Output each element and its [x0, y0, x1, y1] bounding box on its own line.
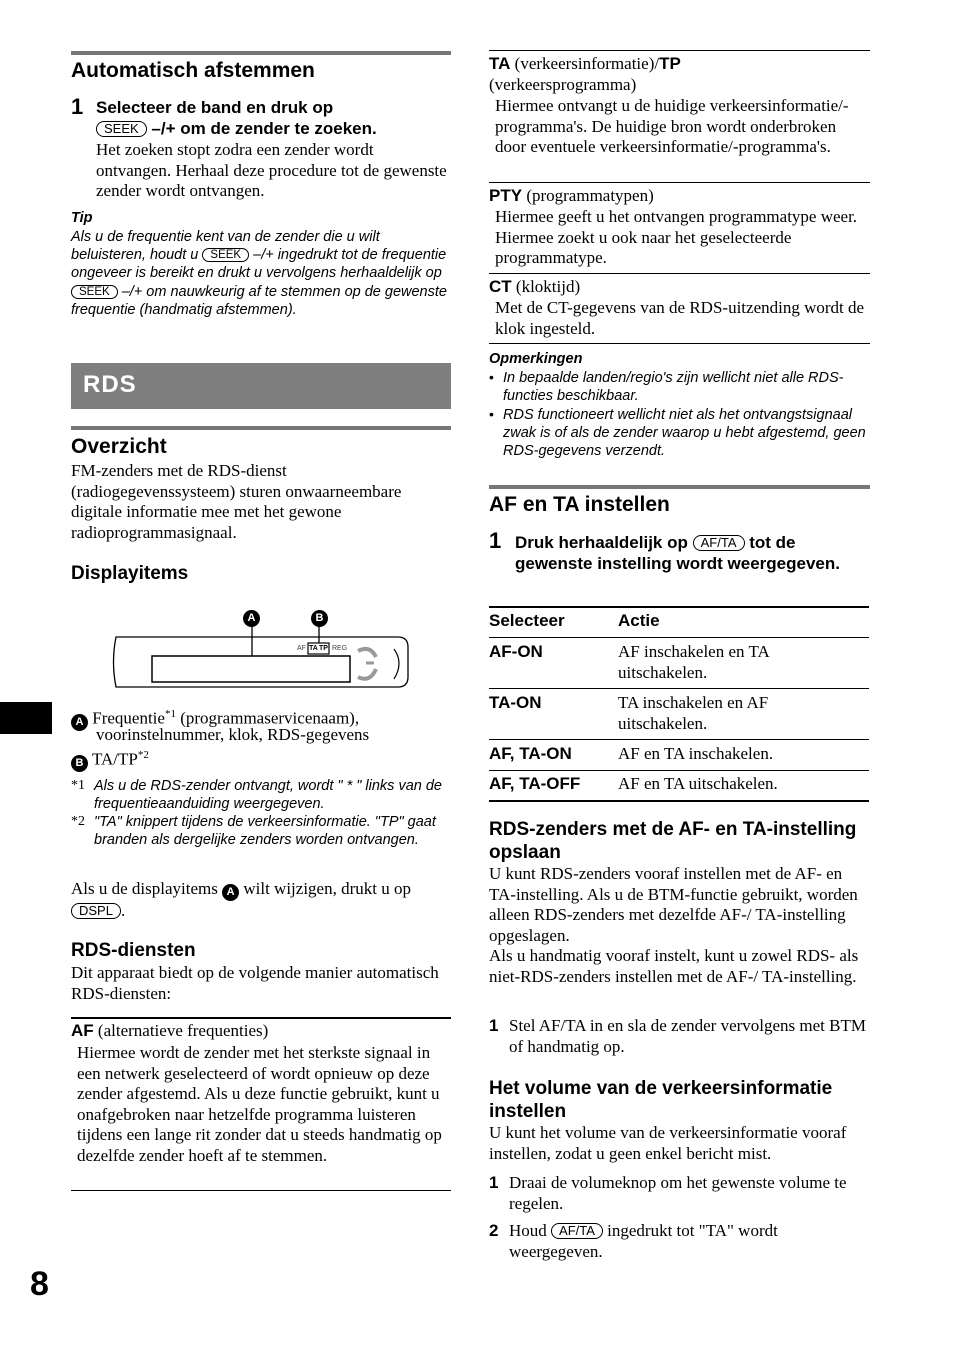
table-cell-select: TA-ON	[489, 693, 542, 712]
table-cell-action: AF inschakelen en TA uitschakelen.	[618, 642, 769, 682]
ct-bottom-rule	[489, 343, 870, 344]
display-item-a-line2: voorinstelnummer, klok, RDS-gegevens	[96, 725, 370, 744]
step-text: Selecteer de band en druk op	[96, 98, 334, 117]
pty-term: PTY	[489, 186, 523, 205]
indicator-af: AF	[297, 645, 306, 652]
ta-paren: (verkeersinformatie)/	[514, 54, 660, 73]
page-number: 8	[30, 1265, 49, 1303]
indicator-tp: TP	[319, 645, 328, 652]
bullet: •	[489, 406, 494, 422]
step-text: Houd	[509, 1221, 547, 1240]
bullet: •	[489, 369, 494, 385]
change-text: wilt wijzigen, drukt u op	[243, 879, 411, 898]
pty-body: Hiermee geeft u het ontvangen programmatype weer. Hiermee zoekt u ook naar het geselecteerde programmatype.	[495, 207, 858, 267]
table-rule	[489, 770, 869, 771]
table-cell-select: AF, TA-ON	[489, 744, 572, 763]
heading-rds-diensten: RDS-diensten	[71, 940, 196, 961]
heading-af-en-ta-instellen: AF en TA instellen	[489, 493, 670, 516]
ct-paren: (kloktijd)	[515, 277, 581, 296]
ta-term: TA	[489, 54, 511, 73]
notes-label: Opmerkingen	[489, 351, 583, 367]
tp-paren: (verkeersprogramma)	[489, 74, 637, 94]
footnote-2: "TA" knippert tijdens de verkeersinformatie. "TP" gaat branden als dergelijke zenders worden ontvangen.	[94, 814, 436, 849]
footnote-1: Als u de RDS-zender ontvangt, wordt " * " links van de frequentieaanduiding weergegeven.	[94, 778, 442, 813]
af-body: Hiermee wordt de zender met het sterkste signaal in een netwerk geselecteerd of wordt opnieuw op deze zender afgestemd. Als u deze functie gebruikt, kunt u onafgebroken naar hetzelfde programma luisteren tijdens een lange rit zonder dat u steeds handmatig op dezelfde zender hoeft af te stemmen.	[77, 1043, 442, 1165]
ct-top-rule	[489, 273, 870, 274]
footnote-ref: *2	[137, 749, 149, 761]
pty-top-rule	[489, 182, 870, 183]
step-text: gewenste instelling wordt weergegeven.	[515, 553, 840, 573]
label-b-icon: B	[71, 755, 88, 772]
volume-step-1: Draai de volumeknop om het gewenste volume te regelen.	[509, 1173, 847, 1213]
tip-text-part: Als u de frequentie kent van de zender die u wilt beluisteren, houdt u	[71, 229, 380, 264]
seek-button: SEEK	[96, 121, 147, 137]
ct-term-line	[489, 277, 580, 298]
store-body-2: Als u handmatig vooraf instelt, kunt u zowel RDS- als niet-RDS-zenders instellen met de AF-/ TA-instelling.	[489, 946, 859, 986]
seek-button: SEEK	[71, 285, 118, 299]
ta-tp-top-rule	[489, 50, 870, 51]
af-term: AF	[71, 1021, 94, 1040]
heading-volume: Het volume van de verkeersinformatie instellen	[489, 1078, 833, 1122]
change-text: .	[120, 901, 126, 920]
indicator-reg: REG	[332, 645, 348, 652]
tip-label: Tip	[71, 210, 93, 226]
table-rule	[489, 688, 869, 689]
step-body: Het zoeken stopt zodra een zender wordt ontvangen. Herhaal deze procedure tot de gewenste zender wordt ontvangen.	[96, 140, 447, 200]
step-instruction	[96, 98, 451, 139]
table-cell-action: AF en TA inschakelen.	[618, 744, 774, 763]
section-rule-overview	[71, 426, 451, 430]
heading-automatisch-afstemmen: Automatisch afstemmen	[71, 59, 315, 82]
footnote-mark: *1	[71, 778, 85, 793]
note-item: RDS functioneert wellicht niet als het ontvangstsignaal zwak is of als de zender waarop u hebt afgestemd, geen RDS-gegevens verzendt.	[503, 407, 866, 460]
callout-a: A	[243, 610, 260, 627]
ta-tp-term-line	[489, 54, 870, 95]
af-ta-button: AF/TA	[551, 1223, 603, 1239]
step-number: 1	[489, 1173, 499, 1192]
chapter-tab	[0, 702, 52, 734]
ct-term: CT	[489, 277, 512, 296]
ta-tp-body: Hiermee ontvangt u de huidige verkeersinformatie/-programma's. De huidige bron wordt onderbroken door eventuele verkeersinformatie/-programma's.	[495, 96, 849, 156]
step-instruction	[515, 533, 870, 574]
rds-section-bar	[71, 363, 451, 409]
step-number: 1	[489, 528, 502, 553]
tp-term: TP	[659, 54, 681, 73]
display-item-b	[71, 745, 149, 772]
change-text: Als u de displayitems	[71, 879, 218, 898]
store-body-1: U kunt RDS-zenders vooraf instellen met de AF- en TA-instelling. Als u de BTM-functie gebruikt, worden alleen RDS-zenders met dezelfde AF-/ TA-instelling opgeslagen.	[489, 864, 858, 945]
table-cell-select: AF-ON	[489, 642, 543, 661]
note-item: In bepaalde landen/regio's zijn wellicht niet alle RDS-functies beschikbaar.	[503, 370, 844, 405]
heading-overzicht: Overzicht	[71, 435, 167, 458]
table-rule	[489, 739, 869, 740]
af-ta-button: AF/TA	[693, 535, 745, 551]
display-diagram-svg	[108, 605, 413, 690]
step-text: tot de	[749, 533, 796, 552]
footnote-mark: *2	[71, 814, 85, 829]
footnote-ref: *1	[164, 708, 176, 720]
heading-displayitems: Displayitems	[71, 563, 189, 584]
step-number: 2	[489, 1221, 499, 1240]
store-step-1: Stel AF/TA in en sla de zender vervolgens met BTM of handmatig op.	[509, 1016, 866, 1056]
label-a-icon: A	[222, 884, 239, 901]
table-bottom-rule	[489, 800, 869, 802]
services-body: Dit apparaat biedt op de volgende manier automatisch RDS-diensten:	[71, 963, 439, 1003]
dspl-button: DSPL	[71, 903, 121, 919]
section-rule-af-ta	[489, 485, 870, 489]
volume-body: U kunt het volume van de verkeersinformatie vooraf instellen, zodat u geen enkel bericht mist.	[489, 1123, 847, 1163]
display-illustration	[108, 605, 413, 690]
table-header-select: Selecteer	[489, 611, 565, 630]
pty-paren: (programmatypen)	[526, 186, 654, 205]
af-bottom-rule	[71, 1190, 451, 1191]
table-cell-action: AF en TA uitschakelen.	[618, 774, 778, 793]
af-top-rule	[71, 1017, 451, 1019]
label-a-icon: A	[71, 714, 88, 731]
rds-section-title: RDS	[83, 371, 137, 398]
tip-text-part: –/+ ingedrukt tot de frequentie ongeveer is bereikt en drukt u vervolgens herhaaldelijk op	[71, 247, 447, 282]
display-change-instruction	[71, 879, 451, 922]
tip-text-part: –/+ om nauwkeurig af te stemmen op de gewenste frequentie (handmatig afstemmen).	[71, 283, 447, 318]
pty-term-line	[489, 186, 654, 207]
step-text: ingedrukt tot "TA" wordt weergegeven.	[509, 1221, 778, 1261]
ct-body: Met de CT-gegevens van de RDS-uitzending wordt de klok ingesteld.	[495, 298, 865, 338]
heading-rds-store: RDS-zenders met de AF- en TA-instelling opslaan	[489, 819, 857, 863]
seek-button: SEEK	[202, 248, 249, 262]
step-number: 1	[71, 94, 84, 119]
item-a-text: (programmaservicenaam),	[175, 708, 360, 728]
callout-b: B	[311, 610, 328, 627]
section-rule-auto-tune	[71, 51, 451, 55]
table-rule	[489, 637, 869, 638]
step-number: 1	[489, 1016, 499, 1035]
step-text: –/+ om de zender te zoeken.	[151, 118, 377, 138]
table-header-action: Actie	[618, 611, 660, 630]
step-text: Druk herhaaldelijk op	[515, 533, 688, 552]
af-term-line	[71, 1021, 268, 1042]
item-a-text: Frequentie	[92, 708, 165, 728]
table-cell-action: TA inschakelen en AF uitschakelen.	[618, 693, 769, 733]
overview-body: FM-zenders met de RDS-dienst (radiogegevenssysteem) sturen onwaarneembare digitale informatie mee met het gewone radioprogrammasignaal.	[71, 461, 402, 542]
tip-text	[71, 228, 451, 319]
table-cell-select: AF, TA-OFF	[489, 774, 581, 793]
af-paren: (alternatieve frequenties)	[97, 1021, 269, 1040]
volume-step-2	[509, 1221, 870, 1262]
indicator-ta: TA	[309, 645, 318, 652]
item-b-text: TA/TP	[91, 749, 138, 769]
table-top-rule	[489, 606, 869, 608]
